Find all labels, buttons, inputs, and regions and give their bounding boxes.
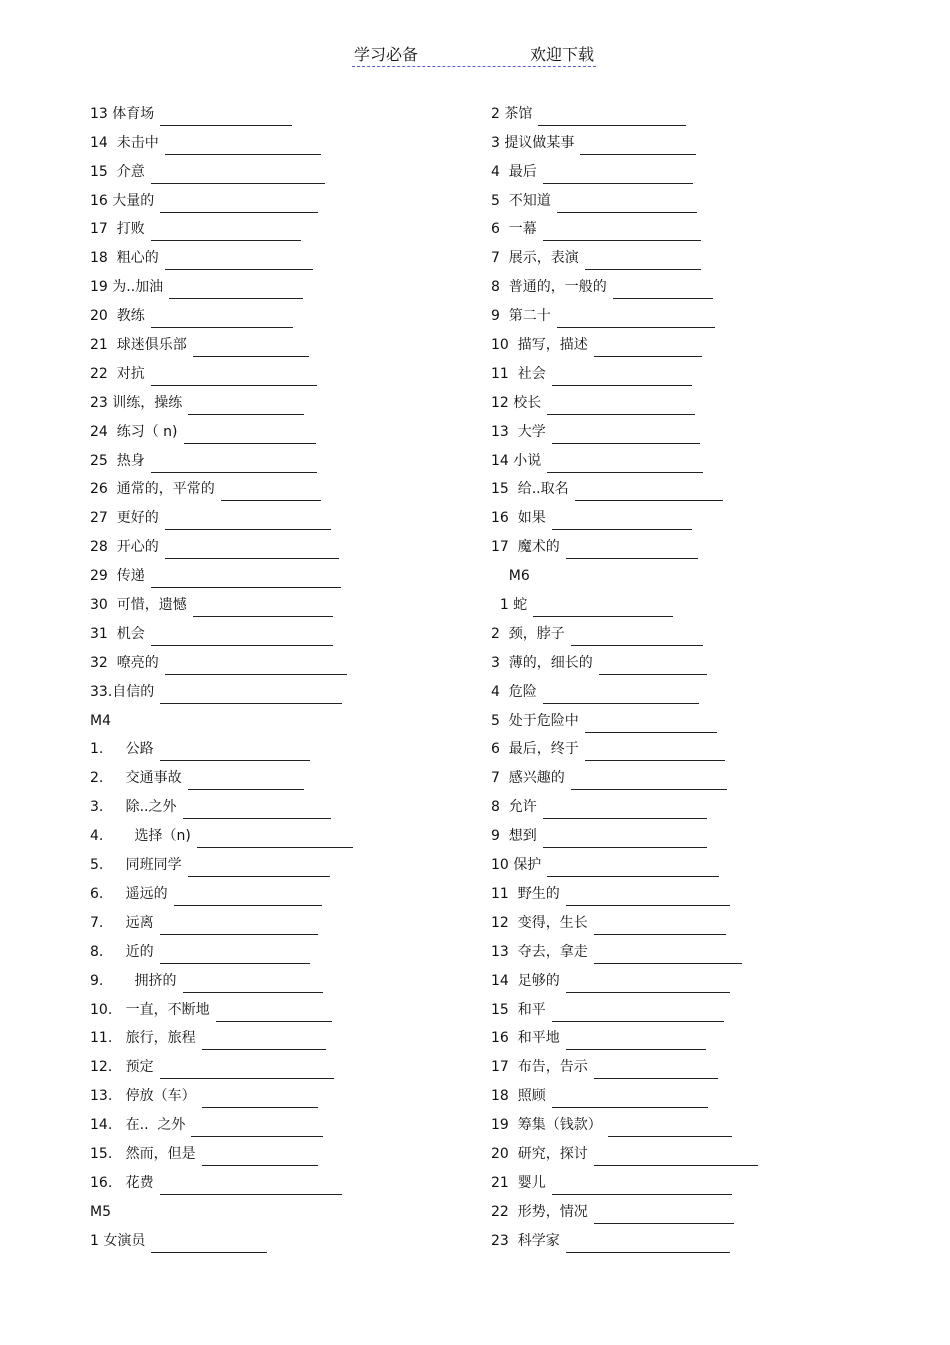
vocab-label: 10 保护 (491, 857, 542, 874)
vocab-item (90, 386, 353, 415)
answer-blank[interactable] (599, 658, 707, 675)
vocab-label: 18 粗心的 (90, 250, 159, 267)
answer-blank[interactable] (543, 224, 701, 241)
vocab-item (90, 935, 353, 964)
vocab-label: 4 最后 (491, 163, 537, 180)
vocab-label: 11. 旅行，旅程 (90, 1030, 196, 1047)
answer-blank[interactable] (538, 109, 686, 126)
vocab-label: 7 展示，表演 (491, 250, 579, 267)
vocab-label: 28 开心的 (90, 539, 159, 556)
page-header (352, 40, 596, 67)
header-left-text: 学习必备 (354, 45, 419, 64)
vocab-item (90, 588, 353, 617)
vocab-label: 12 校长 (491, 394, 542, 411)
answer-blank[interactable] (165, 513, 331, 530)
vocab-item (90, 1108, 353, 1137)
vocab-item (90, 675, 353, 704)
answer-blank[interactable] (566, 1033, 706, 1050)
answer-blank[interactable] (552, 1178, 732, 1195)
answer-blank[interactable] (165, 138, 321, 155)
vocab-label: 3 薄的，细长的 (491, 654, 593, 671)
vocab-item (491, 559, 758, 588)
answer-blank[interactable] (575, 484, 723, 501)
vocab-label: M5 (90, 1203, 111, 1220)
answer-blank[interactable] (160, 947, 310, 964)
vocab-label: 8 普通的，一般的 (491, 279, 607, 296)
vocab-item (90, 993, 353, 1022)
vocab-label: 19 为..加油 (90, 279, 164, 296)
vocab-label: 30 可惜，遗憾 (90, 597, 187, 614)
vocab-label: 16 大量的 (90, 192, 155, 209)
vocab-label: M6 (491, 568, 530, 585)
right-column (491, 97, 758, 1253)
answer-blank[interactable] (571, 773, 727, 790)
vocab-label: 3. 除..之外 (90, 799, 177, 816)
answer-blank[interactable] (552, 427, 700, 444)
vocab-label: 13 大学 (491, 423, 546, 440)
vocab-item (491, 126, 758, 155)
answer-blank[interactable] (566, 976, 730, 993)
answer-blank[interactable] (197, 831, 353, 848)
vocab-label: 20 教练 (90, 308, 145, 325)
vocab-item (491, 1050, 758, 1079)
answer-blank[interactable] (160, 196, 318, 213)
vocab-item (491, 155, 758, 184)
vocab-item (90, 819, 353, 848)
answer-blank[interactable] (552, 369, 692, 386)
answer-blank[interactable] (165, 253, 313, 270)
vocab-label: 22 形势，情况 (491, 1203, 588, 1220)
vocab-label: 4 危险 (491, 683, 537, 700)
answer-blank[interactable] (547, 456, 703, 473)
vocab-label: 9 想到 (491, 828, 537, 845)
vocab-label: 7 感兴趣的 (491, 770, 565, 787)
vocab-item (491, 733, 758, 762)
vocab-label: 15. 然而，但是 (90, 1145, 196, 1162)
vocab-item (90, 473, 353, 502)
answer-blank[interactable] (566, 542, 698, 559)
vocab-label: 5. 同班同学 (90, 857, 182, 874)
vocab-item (491, 1224, 758, 1253)
answer-blank[interactable] (160, 1178, 342, 1195)
vocab-item (491, 386, 758, 415)
vocab-item (491, 473, 758, 502)
answer-blank[interactable] (202, 1091, 318, 1108)
vocab-label: 14 未击中 (90, 134, 159, 151)
answer-blank[interactable] (580, 138, 696, 155)
answer-blank[interactable] (160, 744, 310, 761)
answer-blank[interactable] (585, 744, 725, 761)
vocab-label: 2 茶馆 (491, 105, 533, 122)
vocab-item (90, 964, 353, 993)
vocab-label: 5 处于危险中 (491, 712, 579, 729)
answer-blank[interactable] (594, 340, 702, 357)
answer-blank[interactable] (557, 196, 697, 213)
vocab-label: 29 传递 (90, 568, 145, 585)
vocab-label: 14 足够的 (491, 972, 560, 989)
vocab-label: 21 婴儿 (491, 1174, 546, 1191)
answer-blank[interactable] (594, 1062, 718, 1079)
answer-blank[interactable] (193, 340, 309, 357)
vocab-item (90, 1224, 353, 1253)
vocab-item (491, 501, 758, 530)
vocab-item (90, 646, 353, 675)
vocab-label: 17 魔术的 (491, 539, 560, 556)
vocab-label: 27 更好的 (90, 510, 159, 527)
answer-blank[interactable] (188, 860, 330, 877)
vocab-label: 33.自信的 (90, 683, 155, 700)
vocab-label: 15 和平 (491, 1001, 546, 1018)
vocab-item (491, 588, 758, 617)
vocab-item (491, 1108, 758, 1137)
vocab-item (491, 241, 758, 270)
answer-blank[interactable] (543, 167, 693, 184)
vocab-item (90, 790, 353, 819)
vocab-label: 16. 花费 (90, 1174, 154, 1191)
answer-blank[interactable] (151, 1236, 267, 1253)
vocab-item (90, 126, 353, 155)
vocab-item (491, 328, 758, 357)
vocab-label: 23 训练，操练 (90, 394, 183, 411)
vocab-item (491, 213, 758, 242)
answer-blank[interactable] (547, 860, 719, 877)
vocab-label: 20 研究，探讨 (491, 1145, 588, 1162)
vocab-label: 21 球迷俱乐部 (90, 337, 187, 354)
vocab-label: 8 允许 (491, 799, 537, 816)
vocab-label: 16 如果 (491, 510, 546, 527)
vocab-item (90, 328, 353, 357)
vocab-item (491, 299, 758, 328)
answer-blank[interactable] (165, 542, 339, 559)
vocab-item (90, 501, 353, 530)
vocab-label: 11 社会 (491, 365, 546, 382)
vocab-label: 4. 选择（n) (90, 828, 191, 845)
vocab-item (90, 155, 353, 184)
answer-blank[interactable] (585, 253, 701, 270)
vocab-item (491, 964, 758, 993)
vocab-label: 1. 公路 (90, 741, 154, 758)
vocab-label: M4 (90, 712, 111, 729)
vocab-item (90, 1166, 353, 1195)
vocab-item (90, 530, 353, 559)
vocab-label: 24 练习（ n) (90, 423, 178, 440)
vocab-label: 32 嘹亮的 (90, 654, 159, 671)
answer-blank[interactable] (552, 1005, 724, 1022)
vocab-label: 6. 遥远的 (90, 885, 168, 902)
answer-blank[interactable] (160, 1062, 334, 1079)
vocab-item (491, 1166, 758, 1195)
vocab-item (491, 993, 758, 1022)
answer-blank[interactable] (174, 889, 322, 906)
vocab-label: 25 热身 (90, 452, 145, 469)
vocab-label: 2 颈，脖子 (491, 625, 565, 642)
vocab-item (491, 1022, 758, 1051)
vocab-item (90, 97, 353, 126)
vocab-item (90, 184, 353, 213)
vocab-item (491, 906, 758, 935)
vocab-label: 15 给..取名 (491, 481, 569, 498)
answer-blank[interactable] (151, 167, 325, 184)
vocab-item (491, 97, 758, 126)
answer-blank[interactable] (183, 976, 323, 993)
vocab-label: 16 和平地 (491, 1030, 560, 1047)
vocab-item (90, 444, 353, 473)
answer-blank[interactable] (571, 629, 703, 646)
vocab-label: 31 机会 (90, 625, 145, 642)
answer-blank[interactable] (151, 224, 301, 241)
answer-blank[interactable] (160, 687, 342, 704)
vocab-item (491, 270, 758, 299)
vocab-item (90, 1137, 353, 1166)
vocab-label: 23 科学家 (491, 1232, 560, 1249)
vocab-item (491, 761, 758, 790)
vocab-item (90, 1079, 353, 1108)
vocab-item (90, 357, 353, 386)
vocab-label: 13 夺去，拿走 (491, 943, 588, 960)
vocab-label: 26 通常的，平常的 (90, 481, 215, 498)
answer-blank[interactable] (594, 1149, 758, 1166)
vocab-label: 18 照顾 (491, 1088, 546, 1105)
answer-blank[interactable] (183, 802, 331, 819)
vocab-label: 15 介意 (90, 163, 145, 180)
vocab-label: 17 布告，告示 (491, 1059, 588, 1076)
vocab-item (491, 790, 758, 819)
vocab-item (491, 1079, 758, 1108)
vocab-item (90, 733, 353, 762)
vocab-label: 2. 交通事故 (90, 770, 182, 787)
vocab-item (90, 1050, 353, 1079)
vocab-item (491, 1195, 758, 1224)
answer-blank[interactable] (566, 1236, 730, 1253)
answer-blank[interactable] (151, 311, 293, 328)
vocab-label: 19 筹集（钱款） (491, 1117, 602, 1134)
vocab-label: 13. 停放（车） (90, 1088, 196, 1105)
vocab-label: 14 小说 (491, 452, 542, 469)
answer-blank[interactable] (165, 658, 347, 675)
vocab-label: 22 对抗 (90, 365, 145, 382)
answer-blank[interactable] (221, 484, 321, 501)
vocab-label: 11 野生的 (491, 885, 560, 902)
vocab-item (491, 184, 758, 213)
answer-blank[interactable] (594, 918, 726, 935)
answer-blank[interactable] (552, 513, 692, 530)
answer-blank[interactable] (566, 889, 730, 906)
vocab-item (90, 1022, 353, 1051)
vocab-item (90, 213, 353, 242)
vocab-item (90, 270, 353, 299)
vocab-item (90, 415, 353, 444)
vocab-item (491, 675, 758, 704)
answer-blank[interactable] (188, 398, 304, 415)
answer-blank[interactable] (594, 947, 742, 964)
vocab-item (491, 1137, 758, 1166)
answer-blank[interactable] (216, 1005, 332, 1022)
header-right-text: 欢迎下载 (529, 45, 594, 64)
answer-blank[interactable] (543, 831, 707, 848)
answer-blank[interactable] (594, 1207, 734, 1224)
vocab-item (90, 241, 353, 270)
vocab-item (491, 357, 758, 386)
vocab-item (90, 559, 353, 588)
vocab-label: 10 描写，描述 (491, 337, 588, 354)
vocab-item (491, 848, 758, 877)
answer-blank[interactable] (160, 918, 318, 935)
vocab-item (90, 1195, 353, 1224)
answer-blank[interactable] (160, 109, 292, 126)
answer-blank[interactable] (151, 369, 317, 386)
vocab-item (491, 819, 758, 848)
answer-blank[interactable] (193, 600, 333, 617)
vocab-item (90, 877, 353, 906)
vocab-label: 12 变得，生长 (491, 914, 588, 931)
answer-blank[interactable] (151, 571, 341, 588)
vocab-item (491, 935, 758, 964)
answer-blank[interactable] (151, 629, 333, 646)
answer-blank[interactable] (202, 1033, 326, 1050)
vocab-item (90, 761, 353, 790)
vocab-label: 8. 近的 (90, 943, 154, 960)
answer-blank[interactable] (202, 1149, 318, 1166)
left-column (90, 97, 353, 1253)
answer-blank[interactable] (552, 1091, 708, 1108)
vocab-label: 13 体育场 (90, 105, 155, 122)
answer-blank[interactable] (191, 1120, 323, 1137)
vocab-label: 6 一幕 (491, 221, 537, 238)
answer-blank[interactable] (613, 282, 713, 299)
vocab-item (491, 704, 758, 733)
vocab-label: 1 蛇 (491, 597, 528, 614)
vocab-item (90, 848, 353, 877)
vocab-label: 5 不知道 (491, 192, 551, 209)
vocab-label: 3 提议做某事 (491, 134, 575, 151)
answer-blank[interactable] (543, 687, 699, 704)
answer-blank[interactable] (533, 600, 673, 617)
answer-blank[interactable] (169, 282, 303, 299)
vocab-label: 14. 在.. 之外 (90, 1117, 186, 1134)
vocab-label: 6 最后，终于 (491, 741, 579, 758)
answer-blank[interactable] (188, 773, 304, 790)
vocab-item (90, 906, 353, 935)
vocab-item (491, 646, 758, 675)
vocab-label: 10. 一直，不断地 (90, 1001, 210, 1018)
vocab-item (491, 444, 758, 473)
answer-blank[interactable] (608, 1120, 732, 1137)
vocab-item (90, 704, 353, 733)
answer-blank[interactable] (151, 456, 317, 473)
vocab-label: 7. 远离 (90, 914, 154, 931)
answer-blank[interactable] (557, 311, 715, 328)
answer-blank[interactable] (547, 398, 695, 415)
vocab-label: 12. 预定 (90, 1059, 154, 1076)
vocab-label: 9. 拥挤的 (90, 972, 177, 989)
vocab-label: 17 打败 (90, 221, 145, 238)
vocab-item (491, 617, 758, 646)
vocab-item (491, 530, 758, 559)
answer-blank[interactable] (543, 802, 707, 819)
vocab-item (90, 299, 353, 328)
vocab-label: 9 第二十 (491, 308, 551, 325)
vocab-item (491, 877, 758, 906)
vocab-item (491, 415, 758, 444)
vocab-item (90, 617, 353, 646)
vocab-label: 1 女演员 (90, 1232, 146, 1249)
answer-blank[interactable] (585, 716, 717, 733)
answer-blank[interactable] (184, 427, 316, 444)
